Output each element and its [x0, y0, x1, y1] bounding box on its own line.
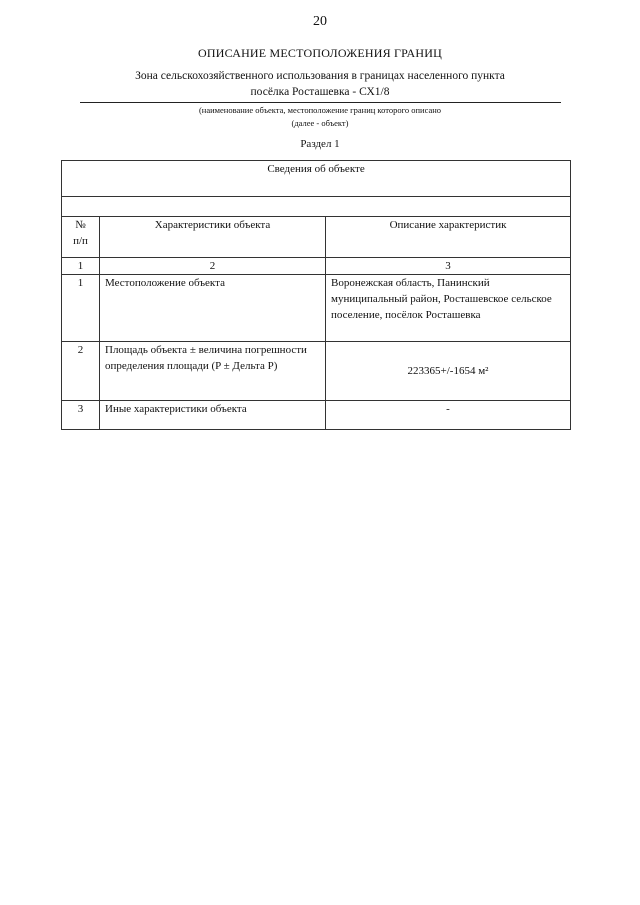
table-empty-cell [62, 197, 571, 217]
table-row [62, 401, 571, 430]
row-description: 223365+/-1654 м² [326, 342, 571, 401]
document-title: ОПИСАНИЕ МЕСТОПОЛОЖЕНИЯ ГРАНИЦ [198, 46, 442, 60]
row-number: 1 [62, 275, 100, 342]
zone-name [80, 68, 560, 100]
table-header-row [62, 217, 571, 258]
table-empty-row [62, 197, 571, 217]
row-characteristic: Местоположение объекта [100, 275, 326, 342]
table-title-row [62, 161, 571, 197]
column-number-2: 2 [100, 258, 326, 275]
zone-name-line-2: посёлка Росташевка - СХ1/8 [250, 86, 390, 98]
table-column-numbers-row [62, 258, 571, 275]
caption-line-1: (наименование объекта, местоположение границ которого описано [198, 105, 442, 115]
table-title: Сведения об объекте [62, 161, 571, 197]
header-number-line-1: № [75, 219, 86, 231]
object-info-table [61, 160, 571, 430]
row-characteristic: Площадь объекта ± величина погрешности определения площади (P ± Дельта P) [100, 342, 326, 401]
row-number: 2 [62, 342, 100, 401]
zone-name-line-1: Зона сельскохозяйственного использования в границах населенного пункта [135, 70, 505, 82]
title-underline [80, 102, 561, 103]
row-number: 3 [62, 401, 100, 430]
column-number-3: 3 [326, 258, 571, 275]
row-characteristic: Иные характеристики объекта [100, 401, 326, 430]
table-row [62, 275, 571, 342]
column-number-1: 1 [62, 258, 100, 275]
page-number: 20 [313, 14, 327, 29]
section-label: Раздел 1 [300, 138, 340, 150]
caption-line-2: (далее - объект) [291, 118, 349, 128]
header-number-line-2: п/п [73, 235, 88, 247]
table-row [62, 342, 571, 401]
header-characteristics: Характеристики объекта [100, 217, 326, 258]
row-description: Воронежская область, Панинский муниципальный район, Росташевское сельское поселение, посёлок Росташевка [326, 275, 571, 342]
object-caption [80, 104, 560, 130]
row-description: - [326, 401, 571, 430]
header-description: Описание характеристик [326, 217, 571, 258]
header-number [62, 217, 100, 258]
